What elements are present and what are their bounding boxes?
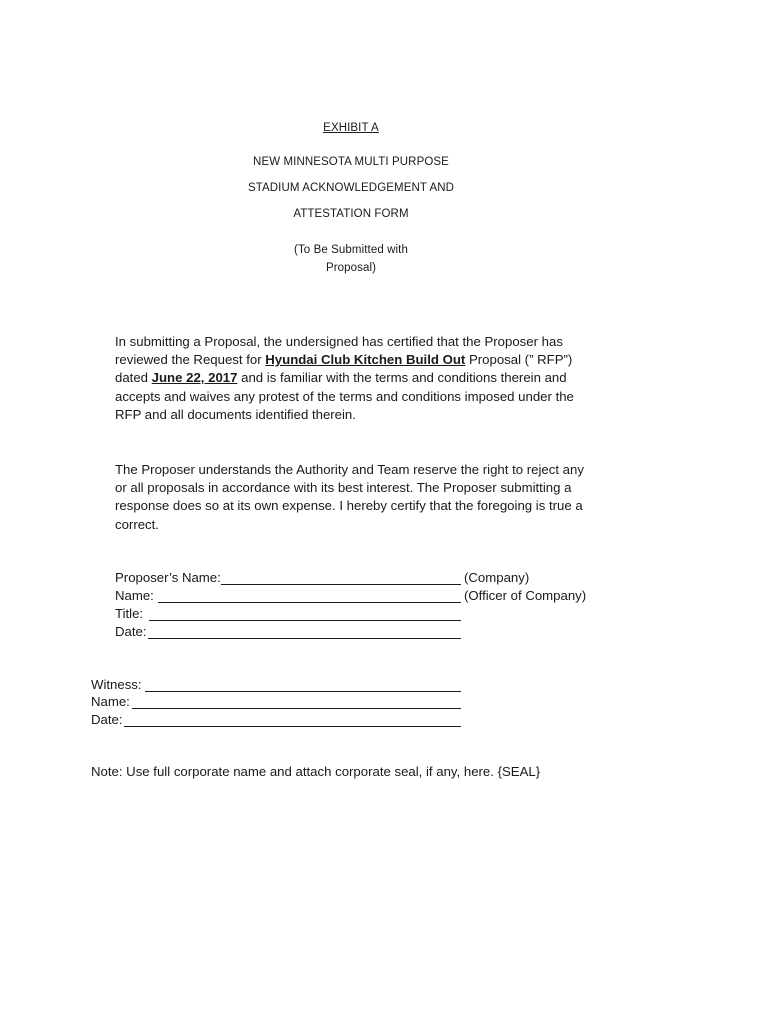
title-line-2: STADIUM ACKNOWLEDGEMENT AND [247,182,455,194]
title-label: Title: [115,606,144,621]
officer-name-line[interactable] [158,602,461,603]
subtitle-line-1: (To Be Submitted with [294,244,408,256]
witness-date-row [91,711,123,729]
witness-label: Witness: [91,677,142,692]
witness-name-line[interactable] [132,708,461,709]
company-suffix: (Company) [464,570,530,585]
witness-date-label: Date: [91,712,123,727]
witness-row [91,676,142,694]
proposer-name-row [115,569,221,587]
project-name: Hyundai Club Kitchen Build Out [265,352,466,368]
witness-name-row [91,693,130,711]
date-label: Date: [115,624,147,639]
title-line-3: ATTESTATION FORM [293,208,409,220]
title-row [115,605,143,623]
name-label: Name: [115,588,154,603]
officer-suffix: (Officer of Company) [464,588,587,603]
exhibit-heading: EXHIBIT A [323,122,379,134]
acknowledgement-paragraph: The Proposer understands the Authority and Team reserve the right to reject any or all proposals in accordance with its best interest. The Proposer submitting a response does so at its own expense. I hereby certify that the foregoing is true a correct. [115,462,584,532]
proposer-date-line[interactable] [148,638,461,639]
witness-line[interactable] [145,691,461,692]
rfp-date: June 22, 2017 [151,370,238,386]
title-line-1: NEW MINNESOTA MULTI PURPOSE [253,156,449,168]
officer-name-row [115,587,154,605]
seal-note: Note: Use full corporate name and attach corporate seal, if any, here. {SEAL} [91,764,541,779]
subtitle-line-2: Proposal) [325,262,377,274]
title-line[interactable] [149,620,461,621]
proposer-name-label: Proposer’s Name: [115,570,221,585]
proposer-date-row [115,623,147,641]
witness-name-label: Name: [91,694,130,709]
certification-paragraph [115,333,585,424]
paragraph-text: Proposal (” RFP”) dated [115,352,573,386]
paragraph-text: In submitting a Proposal, the undersigned has certified that the Proposer has reviewed the Request for [115,334,563,368]
proposer-name-line[interactable] [221,584,461,585]
witness-date-line[interactable] [124,726,461,727]
paragraph-text: and is familiar with the terms and conditions therein and accepts and waives any protest of the terms and conditions imposed under the RFP and all documents identified therein. [115,370,574,422]
